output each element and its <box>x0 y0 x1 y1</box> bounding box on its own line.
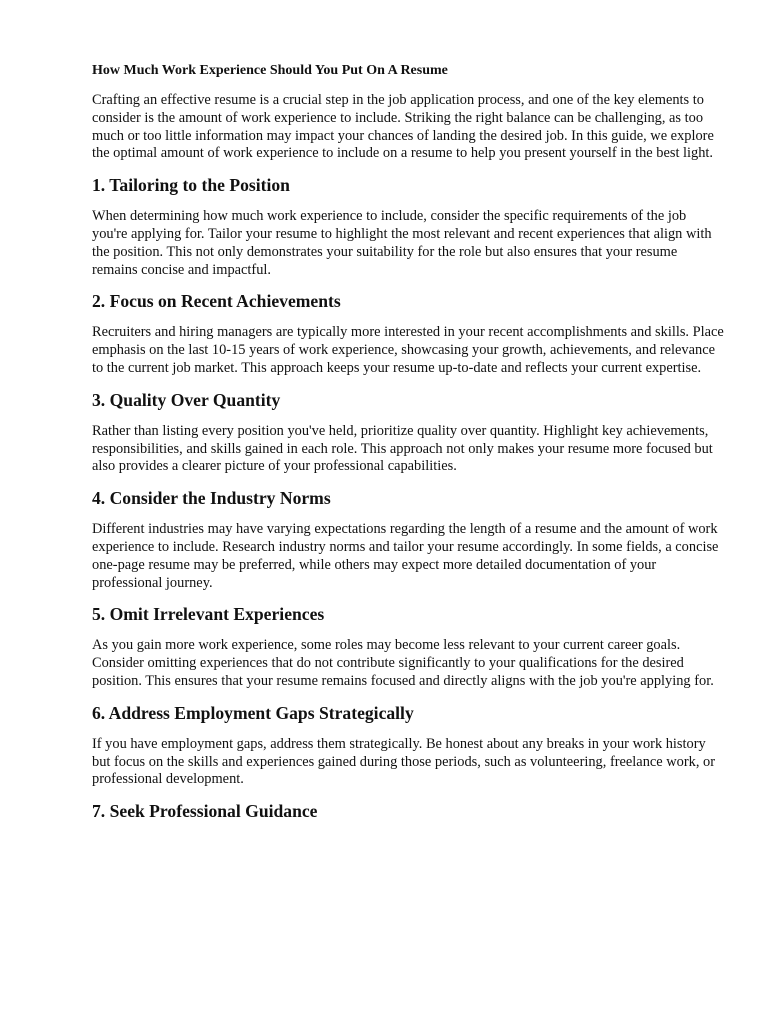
section-heading: 6. Address Employment Gaps Strategically <box>92 702 414 723</box>
section-body: Rather than listing every position you've held, prioritize quality over quantity. Highlight key achievements, responsibilities, and skills gained in each role. This approach not only makes your resume more focused but also provides a clearer picture of your professional capabilities. <box>92 422 713 475</box>
section-tailoring <box>92 174 724 279</box>
section-body: As you gain more work experience, some roles may become less relevant to your current career goals. Consider omitting experiences that do not contribute significantly to your qualifications for the desired position. This ensures that your resume remains focused and directly aligns with the job you're applying for. <box>92 637 714 689</box>
section-body: Different industries may have varying expectations regarding the length of a resume and the amount of work experience to include. Research industry norms and tailor your resume accordingly. In some fields, a concise one-page resume may be preferred, while others may expect more detailed documentation of your professional journey. <box>92 521 719 591</box>
section-heading: 1. Tailoring to the Position <box>92 175 290 196</box>
section-employment-gaps <box>92 702 724 789</box>
section-body: Recruiters and hiring managers are typically more interested in your recent accomplishments and skills. Place emphasis on the last 10-15 years of work experience, showcasing your growth, achievements, and relevance to the current job market. This approach keeps your resume up-to-date and reflects your current expertise. <box>92 324 724 376</box>
section-body: If you have employment gaps, address them strategically. Be honest about any breaks in your work history but focus on the skills and experiences gained during those periods, such as volunteering, freelance work, or professional development. <box>92 735 716 788</box>
section-professional-guidance <box>92 800 724 822</box>
section-body: When determining how much work experience to include, consider the specific requirements of the job you're applying for. Tailor your resume to highlight the most relevant and recent experiences that align with the position. This not only demonstrates your suitability for the role but also ensures that your resume remains concise and impactful. <box>92 208 712 278</box>
section-heading: 2. Focus on Recent Achievements <box>92 291 341 312</box>
section-industry-norms <box>92 487 724 592</box>
section-quality-over-quantity <box>92 389 724 476</box>
section-heading: 3. Quality Over Quantity <box>92 389 281 410</box>
document-page <box>92 58 724 834</box>
section-recent-achievements <box>92 290 724 377</box>
section-heading: 4. Consider the Industry Norms <box>92 488 331 509</box>
section-heading: 5. Omit Irrelevant Experiences <box>92 604 325 625</box>
document-title: How Much Work Experience Should You Put On A Resume <box>92 63 448 78</box>
section-heading: 7. Seek Professional Guidance <box>92 801 318 822</box>
section-omit-irrelevant <box>92 603 724 690</box>
intro-paragraph: Crafting an effective resume is a crucial step in the job application process, and one of the key elements to consider is the amount of work experience to include. Striking the right balance can be challenging, as too much or too little information may impact your chances of landing the desired job. In this guide, we explore the optimal amount of work experience to include on a resume to help you present yourself in the best light. <box>92 92 714 162</box>
